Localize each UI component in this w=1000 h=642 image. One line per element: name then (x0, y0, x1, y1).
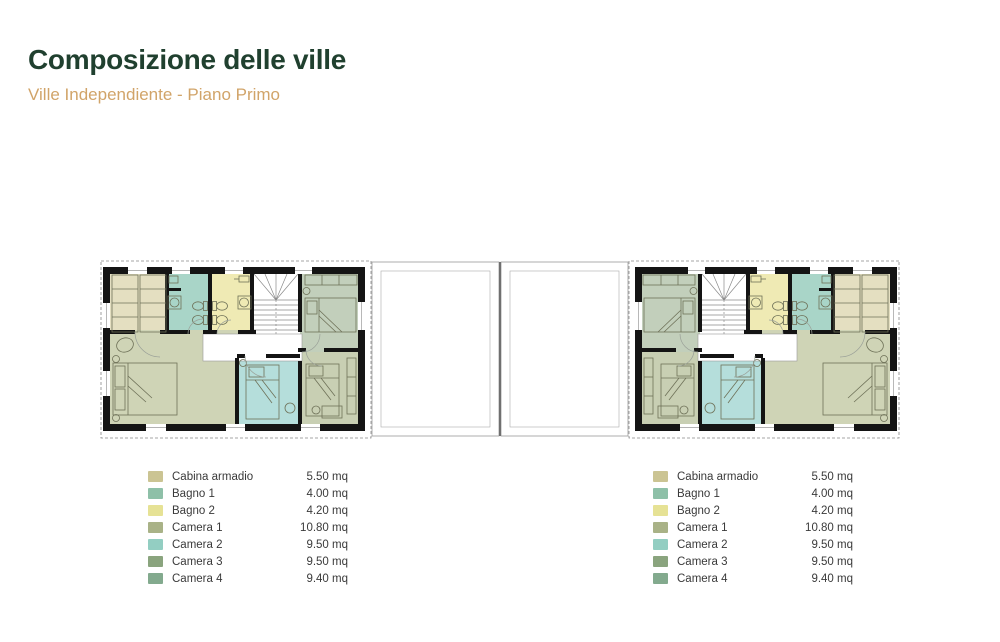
room-color-swatch-icon (653, 573, 668, 584)
legend-row (148, 570, 348, 587)
legend-row (148, 519, 348, 536)
legend-row (148, 536, 348, 553)
room-label: Bagno 1 (677, 487, 720, 500)
room-label: Camera 3 (677, 555, 728, 568)
legend-row (148, 553, 348, 570)
room-area: 9.50 mq (811, 538, 853, 551)
legend-row (653, 468, 853, 485)
room-label: Camera 1 (172, 521, 223, 534)
floor-plans (100, 258, 900, 440)
terrace-right (501, 262, 628, 436)
room-label: Bagno 2 (677, 504, 720, 517)
room-color-swatch-icon (653, 539, 668, 550)
page-subtitle: Ville Independiente - Piano Primo (28, 85, 281, 104)
room-label: Cabina armadio (172, 470, 254, 483)
room-area: 5.50 mq (306, 470, 348, 483)
room-color-swatch-icon (148, 522, 163, 533)
room-area: 4.20 mq (811, 504, 853, 517)
villa-plan-right (629, 261, 899, 438)
room-color-swatch-icon (653, 488, 668, 499)
room-color-swatch-icon (653, 522, 668, 533)
room-label: Camera 4 (172, 572, 223, 585)
legend-row (653, 570, 853, 587)
page-title: Composizione delle ville (28, 44, 346, 75)
room-area: 9.40 mq (811, 572, 853, 585)
room-area: 4.00 mq (306, 487, 348, 500)
room-area: 9.50 mq (306, 538, 348, 551)
room-area: 10.80 mq (805, 521, 853, 534)
room-area: 4.00 mq (811, 487, 853, 500)
room-color-swatch-icon (653, 505, 668, 516)
legend-row (148, 502, 348, 519)
room-color-swatch-icon (148, 539, 163, 550)
room-color-swatch-icon (148, 471, 163, 482)
room-color-swatch-icon (148, 488, 163, 499)
room-label: Bagno 2 (172, 504, 215, 517)
room-area: 5.50 mq (811, 470, 853, 483)
legend-left-villa (148, 468, 348, 587)
room-color-swatch-icon (148, 505, 163, 516)
room-label: Camera 1 (677, 521, 728, 534)
legend-right-villa (653, 468, 853, 587)
legend-row (148, 468, 348, 485)
room-label: Camera 2 (677, 538, 728, 551)
room-color-swatch-icon (653, 556, 668, 567)
legend-row (653, 485, 853, 502)
room-label: Camera 4 (677, 572, 728, 585)
room-color-swatch-icon (148, 573, 163, 584)
legend-row (653, 519, 853, 536)
room-label: Camera 2 (172, 538, 223, 551)
room-color-swatch-icon (148, 556, 163, 567)
room-area: 10.80 mq (300, 521, 348, 534)
room-label: Camera 3 (172, 555, 223, 568)
terrace-left (372, 262, 499, 436)
room-area: 4.20 mq (306, 504, 348, 517)
legend-row (653, 502, 853, 519)
legend-row (653, 553, 853, 570)
room-area: 9.50 mq (811, 555, 853, 568)
room-color-swatch-icon (653, 471, 668, 482)
room-area: 9.50 mq (306, 555, 348, 568)
room-label: Cabina armadio (677, 470, 759, 483)
villa-plan-left (101, 261, 371, 438)
legend-row (653, 536, 853, 553)
legend-row (148, 485, 348, 502)
title-block (28, 44, 346, 105)
room-area: 9.40 mq (306, 572, 348, 585)
room-label: Bagno 1 (172, 487, 215, 500)
